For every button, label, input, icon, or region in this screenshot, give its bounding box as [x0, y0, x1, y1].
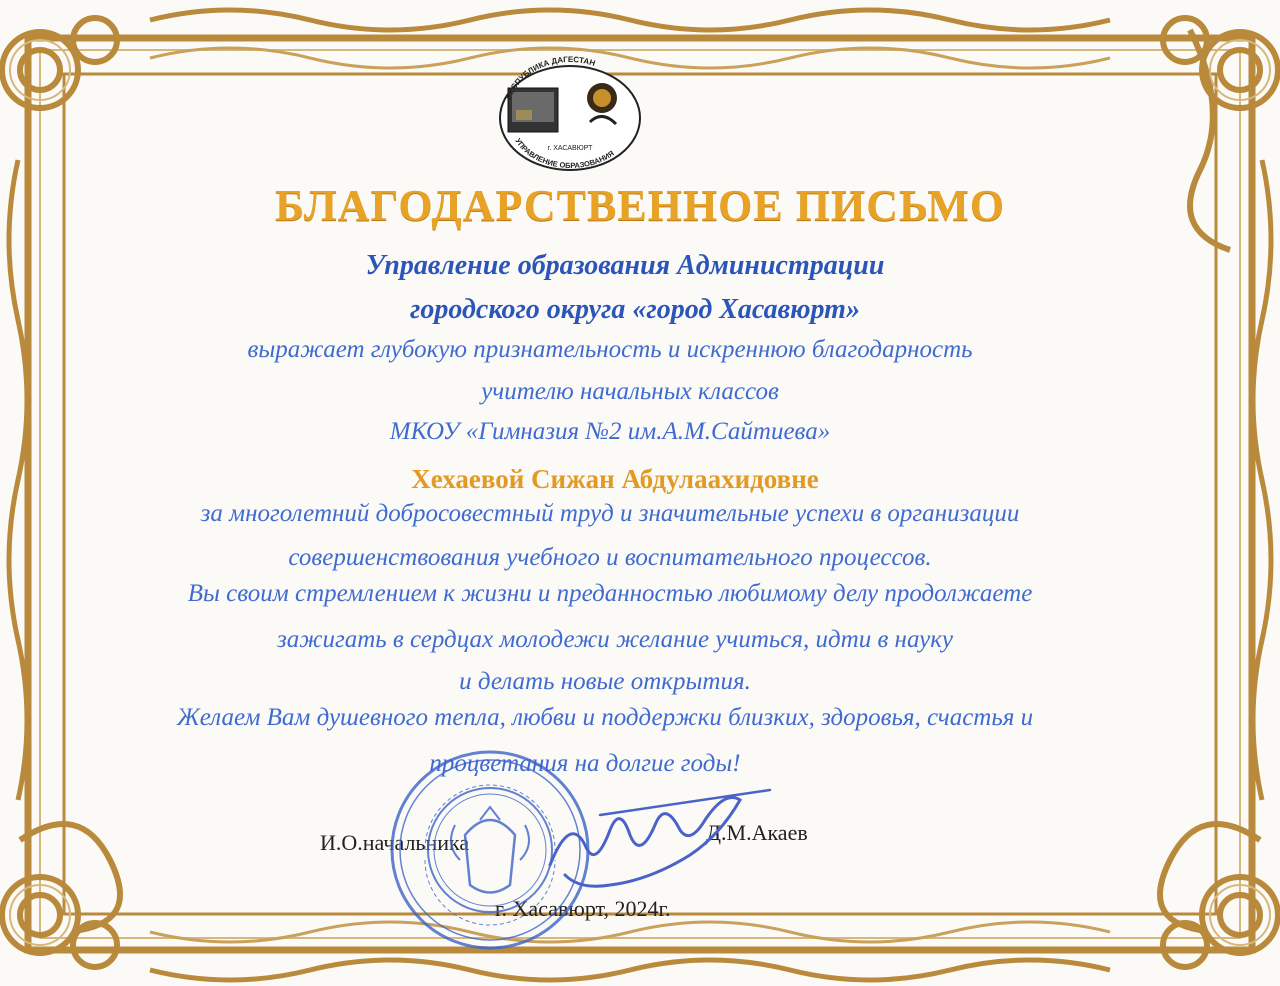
- organization-line-2: городского округа «город Хасавюрт»: [410, 294, 860, 325]
- emblem-city: г. ХАСАВЮРТ: [547, 145, 593, 152]
- signatory-name: Д.М.Акаев: [706, 820, 808, 845]
- signatory-role: И.О.начальника: [320, 830, 470, 855]
- emblem-arc-top: РЕСПУБЛИКА ДАГЕСТАН: [503, 54, 597, 101]
- merit-line-2: совершенствования учебного и воспитательного процессов.: [288, 544, 932, 571]
- praise-line-2: зажигать в сердцах молодежи желание учиться, идти в науку: [276, 626, 954, 653]
- organization-line-1: Управление образования Администрации: [365, 250, 885, 281]
- wishes-line-1: Желаем Вам душевного тепла, любви и поддержки близких, здоровья, счастья и: [176, 704, 1034, 731]
- place-and-year: г. Хасавюрт, 2024г.: [495, 896, 671, 921]
- emblem-arc-bottom: УПРАВЛЕНИЕ ОБРАЗОВАНИЯ: [513, 136, 616, 171]
- praise-line-1: Вы своим стремлением к жизни и преданностью любимому делу продолжаете: [187, 580, 1033, 607]
- position-line: учителю начальных классов: [481, 378, 779, 405]
- recipient-name: Хехаевой Сижан Абдулаахидовне: [411, 464, 819, 494]
- school-line: МКОУ «Гимназия №2 им.А.М.Сайтиева»: [389, 418, 831, 445]
- gratitude-line: выражает глубокую признательность и искреннюю благодарность: [247, 336, 973, 363]
- letter-title: БЛАГОДАРСТВЕННОЕ ПИСЬМО: [274, 181, 1006, 230]
- education-department-emblem: [490, 52, 650, 177]
- handwritten-signature: [540, 775, 780, 905]
- merit-line-1: за многолетний добросовестный труд и значительные успехи в организации: [200, 500, 1020, 527]
- praise-line-3: и делать новые открытия.: [459, 668, 751, 695]
- wishes-line-2: процветания на долгие годы!: [429, 750, 741, 777]
